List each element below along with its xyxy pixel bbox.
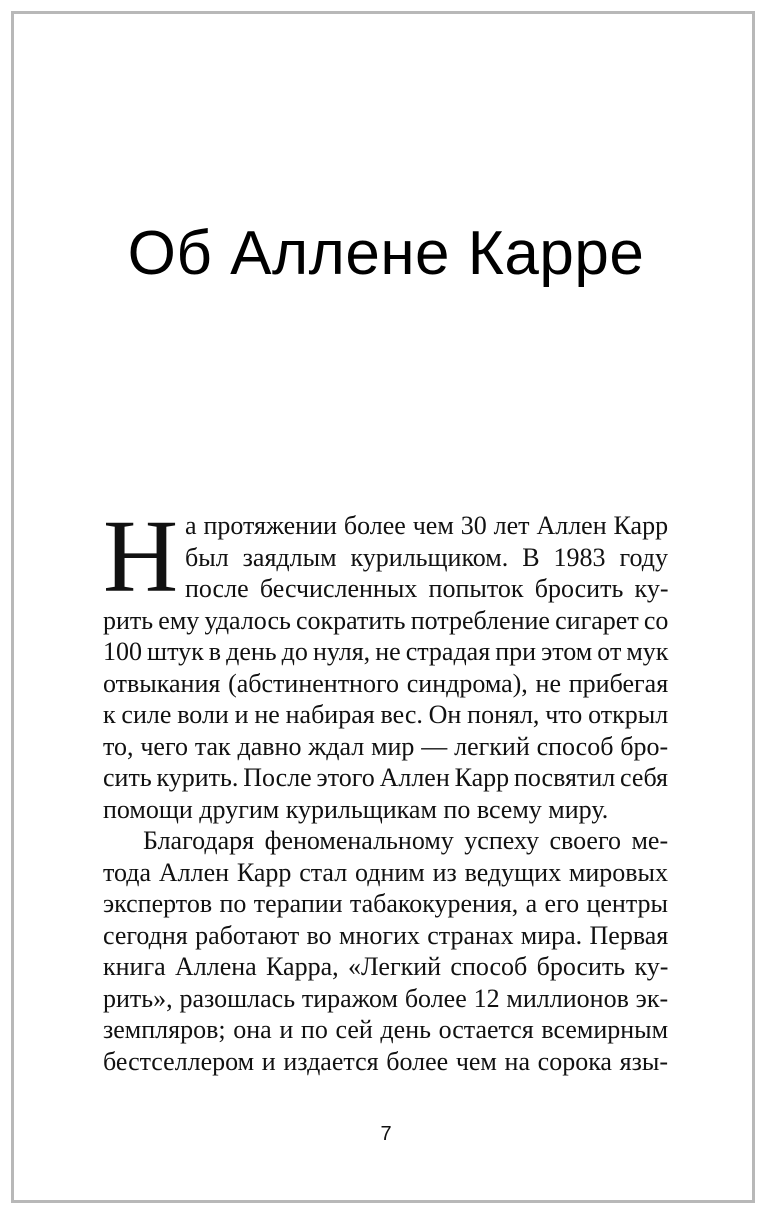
text-line: рить ему удалось сократить потребление сигарет со bbox=[103, 605, 669, 635]
body-text bbox=[103, 499, 669, 1077]
text-line: тода Аллен Карр стал одним из ведущих мировых bbox=[103, 857, 668, 887]
text-line: то, чего так давно ждал мир — легкий способ бро- bbox=[103, 731, 669, 761]
text-line: Благодаря феноменальному успеху своего ме- bbox=[143, 826, 669, 855]
text-line: бестселлером и издается более чем на сорока язы- bbox=[103, 1046, 668, 1076]
text-line: сегодня работают во многих странах мира. Первая bbox=[103, 920, 669, 950]
text-line: экспертов по терапии табакокурения, а его центры bbox=[103, 889, 668, 918]
text-line: а протяжении более чем 30 лет Аллен Карр bbox=[185, 511, 669, 540]
drop-cap: Н bbox=[103, 499, 179, 614]
text-line: после бесчисленных попыток бросить ку- bbox=[185, 574, 669, 603]
text-line: был заядлым курильщиком. В 1983 году bbox=[185, 542, 668, 572]
text-line: книга Аллена Карра, «Легкий способ бросить ку- bbox=[103, 952, 669, 981]
text-line: помощи другим курильщикам по всему миру. bbox=[103, 794, 609, 824]
text-line: сить курить. После этого Аллен Карр посвятил себя bbox=[103, 763, 668, 792]
paragraph-2 bbox=[103, 825, 668, 1077]
page-number: 7 bbox=[380, 1123, 392, 1145]
text-line: рить», разошлась тиражом более 12 миллионов эк- bbox=[103, 983, 669, 1013]
paragraph-1 bbox=[103, 499, 669, 825]
text-line: отвыкания (абстинентного синдрома), не прибегая bbox=[103, 668, 669, 698]
text-line: земпляров; она и по сей день остается всемирным bbox=[103, 1015, 669, 1044]
chapter-title: Об Аллене Карре bbox=[127, 219, 645, 288]
text-line: к силе воли и не набирая вес. Он понял, что открыл bbox=[103, 700, 669, 729]
text-line: 100 штук в день до нуля, не страдая при этом от мук bbox=[103, 637, 669, 666]
